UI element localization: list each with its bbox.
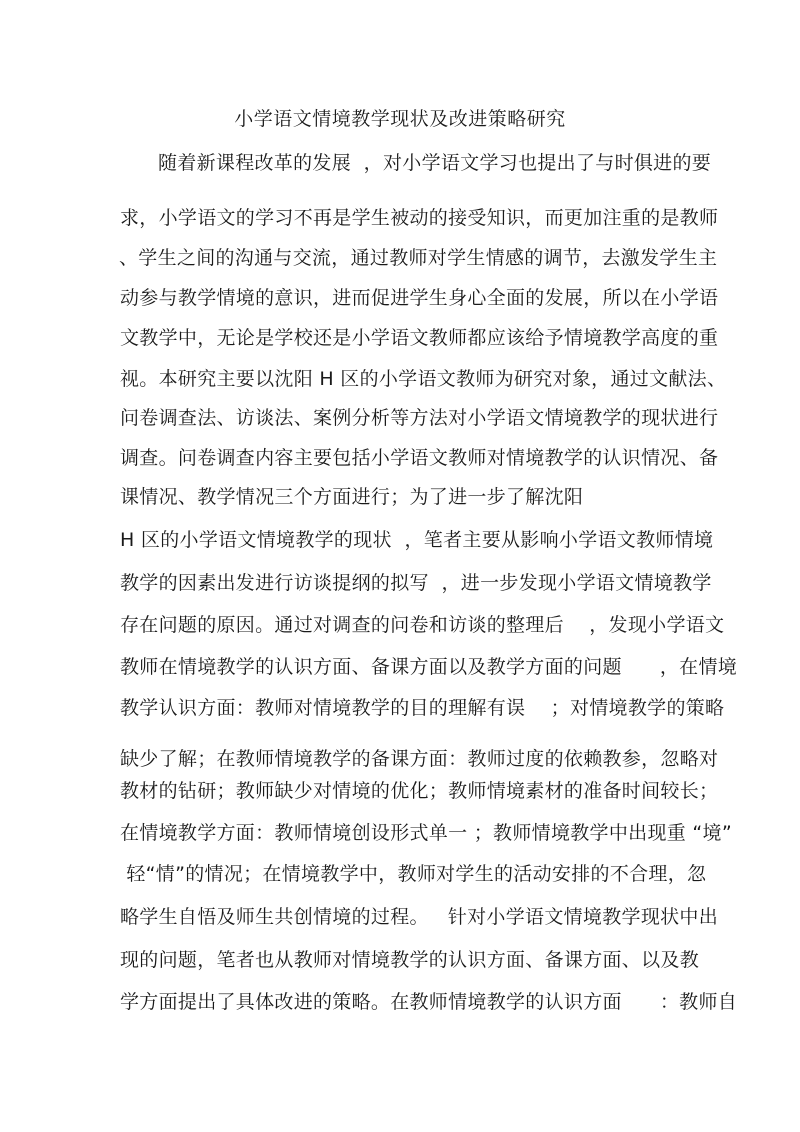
paragraph-line: 、学生之间的沟通与交流，通过教师对学生情感的调节，去激发学生主: [119, 247, 718, 269]
paragraph-line: 在情境教学方面：教师情境创设形式单一 ；教师情境教学中出现重 “境”: [120, 822, 732, 844]
paragraph-line: 求，小学语文的学习不再是学生被动的接受知识，而更加注重的是教师: [120, 207, 719, 229]
paragraph-line: 教学的因素出发进行访谈提纲的拟写 ，进一步发现小学语文情境教学: [120, 572, 712, 594]
paragraph-line: 教材的钻研；教师缺少对情境的优化；教师情境素材的准备时间较长；: [120, 780, 719, 802]
paragraph-line: 课情况、教学情况三个方面进行；为了进一步了解沈阳: [120, 486, 584, 508]
paragraph-line: 略学生自悟及师生共创情境的过程。 针对小学语文情境教学现状中出: [120, 906, 719, 928]
paragraph-line: 现的问题，笔者也从教师对情境教学的认识方面、备课方面、以及教: [120, 949, 700, 971]
paragraph-line: 调查。问卷调查内容主要包括小学语文教师对情境教学的认识情况、备: [120, 447, 719, 469]
paragraph-line: 存在问题的原因。通过对调查的问卷和访谈的整理后 ，发现小学语文: [120, 614, 725, 636]
paragraph-line: 文教学中，无论是学校还是小学语文教师都应该给予情境教学高度的重: [120, 327, 719, 349]
paragraph-line: H 区的小学语文情境教学的现状 ，笔者主要从影响小学语文教师情境: [120, 529, 714, 551]
document-title: 小学语文情境教学现状及改进策略研究: [234, 108, 566, 130]
paragraph-line: 轻“情”的情况；在情境教学中，教师对学生的活动安排的不合理，忽: [120, 863, 707, 885]
paragraph-line: 缺少了解；在教师情境教学的备课方面：教师过度的依赖教参，忽略对: [120, 748, 719, 770]
paragraph-line: 视。本研究主要以沈阳 H 区的小学语文教师为研究对象，通过文献法、: [120, 368, 727, 390]
paragraph-line: 教师在情境教学的认识方面、备课方面以及教学方面的问题 ，在情境: [120, 656, 738, 678]
paragraph-line: 动参与教学情境的意识，进而促进学生身心全面的发展，所以在小学语: [120, 287, 719, 309]
paragraph-line: 问卷调查法、访谈法、案例分析等方法对小学语文情境教学的现状进行: [120, 407, 719, 429]
paragraph-line: 学方面提出了具体改进的策略。在教师情境教学的认识方面 ：教师自: [120, 991, 738, 1013]
paragraph-line: 随着新课程改革的发展 ，对小学语文学习也提出了与时俱进的要: [158, 152, 712, 174]
paragraph-line: 教学认识方面：教师对情境教学的目的理解有误 ；对情境教学的策略: [120, 697, 725, 719]
